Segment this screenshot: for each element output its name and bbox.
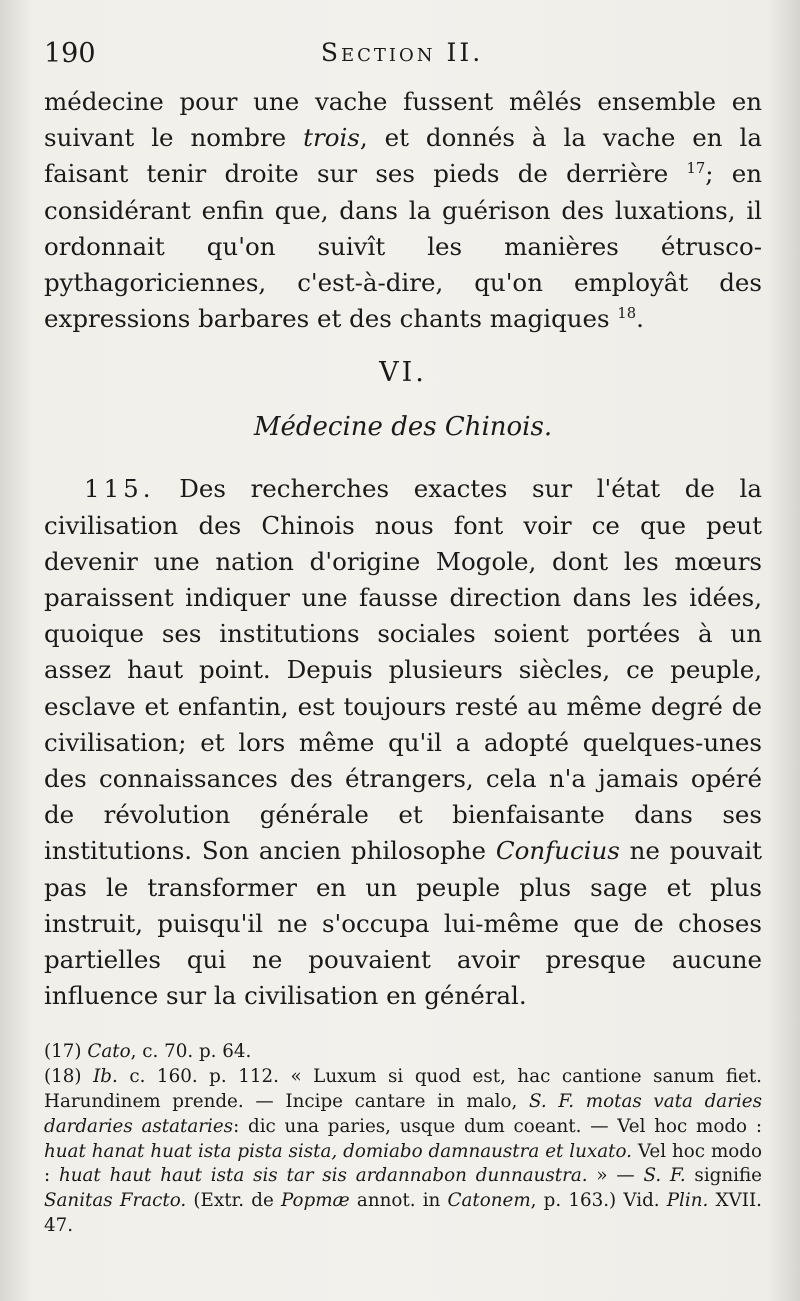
italic-run: Cato [87, 1041, 131, 1063]
text-run: : dic una paries, usque dum coeant. — Vel hoc modo : [233, 1115, 762, 1137]
text-run: , et donnés à la vache en la faisant tenir droite sur ses pieds de derrière [44, 123, 762, 189]
text-run: Vel hoc modo : [44, 1140, 762, 1187]
paragraph-continued [44, 84, 762, 337]
page-body [44, 84, 762, 1239]
text-run: , c. 70. p. 64. [130, 1041, 252, 1063]
text-run: ne pouvait pas le transformer en un peuple plus sage et plus instruit, puisqu'il ne s'occupa lui-même que de choses partielles qui ne pouvaient avoir presque aucune influence sur la civilisation en général. [44, 836, 763, 1011]
italic-run: trois [303, 123, 360, 153]
text-run: Des recherches exactes sur l'état de la civilisation des Chinois nous font voir ce que peut devenir une nation d'origine Mogole, dont les mœurs paraissent indiquer une fausse direction dans les idées, quoique ses institutions sociales soient portées à un assez haut point. Depuis plusieurs siècles, ce peuple, esclave et enfantin, est toujours resté au même degré de civilisation; et lors même qu'il a adopté quelques-unes des connaissances des étrangers, cela n'a jamais opéré de révolution générale et bienfaisante dans ses institutions. Son ancien philosophe [44, 474, 762, 866]
text-run: , p. 163.) Vid. [530, 1190, 667, 1212]
footnote-ref-18[interactable]: 18 [617, 305, 637, 323]
footnote-18 [44, 1065, 762, 1239]
text-run: » — [587, 1165, 644, 1187]
section-title: Médecine des Chinois. [253, 412, 553, 443]
running-title: Section II. [320, 38, 484, 67]
italic-run: Catonem [447, 1190, 531, 1212]
footnote-17 [44, 1040, 762, 1065]
italic-run: S. F. [643, 1165, 686, 1187]
italic-run: huat hanat huat ista pista sista, domiabo damnaustra et luxato. [44, 1140, 632, 1162]
italic-run: S. F. motas vata daries dardaries astataries [44, 1091, 762, 1137]
page-number: 190 [44, 38, 96, 69]
text-run: XVII. 47. [44, 1190, 762, 1237]
italic-run: Sanitas Fracto. [44, 1190, 187, 1212]
footnote-mark: (18) [44, 1066, 94, 1088]
text-run: (Extr. de [186, 1190, 281, 1212]
italic-run: Popmæ [280, 1190, 350, 1212]
page-header [44, 38, 760, 72]
text-run: . [636, 304, 644, 334]
text-run: signifie [685, 1165, 762, 1187]
text-run: c. 160. p. 112. « Luxum si quod est, hac cantione sanum fiet. Harundinem prende. — Incipe cantare in malo, [44, 1066, 762, 1113]
text-run: ; en considérant enfin que, dans la guérison des luxations, il ordonnait qu'on suivît les manières étrusco-pythagoriciennes, c'est-à-dire, qu'on employât des expressions barbares et des chants magiques [44, 159, 762, 334]
text-run: médecine pour une vache fussent mêlés ensemble en suivant le nombre [44, 87, 762, 153]
italic-run: huat haut haut ista sis tar sis ardannabon dunnaustra. [58, 1165, 588, 1187]
paragraph-115 [44, 471, 762, 1014]
footnote-mark: (17) [44, 1041, 88, 1063]
italic-run: Confucius [495, 836, 620, 866]
italic-run: Plin. [666, 1190, 709, 1212]
paragraph-number: 115. [84, 474, 155, 504]
section-number: VI. [379, 357, 427, 389]
text-run: annot. in [349, 1190, 448, 1212]
footnotes [44, 1040, 762, 1238]
italic-run: Ib. [93, 1066, 118, 1088]
footnote-ref-17[interactable]: 17 [686, 160, 706, 178]
